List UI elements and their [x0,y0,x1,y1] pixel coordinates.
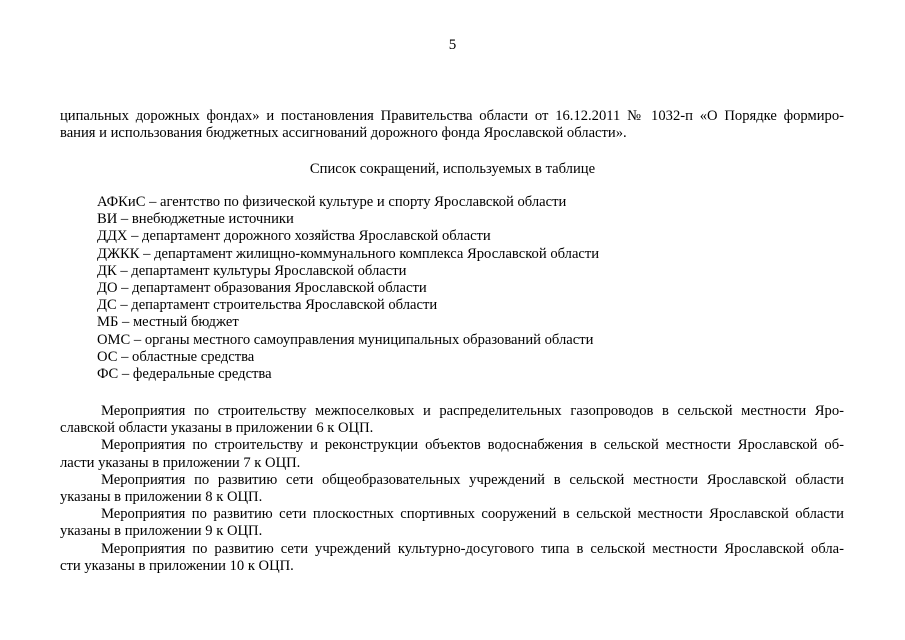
abbreviation-item: ВИ – внебюджетные источники [97,211,294,228]
abbreviations-list [97,194,599,383]
paragraph [60,506,844,540]
paragraph-line: ласти указаны в приложении 7 к ОЦП. [60,454,301,471]
paragraph-line: Мероприятия по развитию сети общеобразовательных учреждений в сельской местности Ярославской области [101,471,844,488]
abbreviation-item: ДО – департамент образования Ярославской области [97,279,427,296]
paragraph-line: Мероприятия по развитию сети учреждений культурно-досугового типа в сельской местности Ярославской обла- [101,540,844,557]
intro-line: вания и использования бюджетных ассигнований дорожного фонда Ярославской области». [60,125,627,142]
paragraph-line: Мероприятия по строительству межпоселковых и распределительных газопроводов в сельской местности Яро- [101,403,844,419]
page-number: 5 [448,37,457,53]
intro-line: ципальных дорожных фондах» и постановления Правительства области от 16.12.2011 № 1032-п «О Порядке формиро- [60,108,844,124]
abbreviation-item: МБ – местный бюджет [97,314,239,331]
paragraph [60,541,844,575]
abbreviation-item: АФКиС – агентство по физической культуре и спорту Ярославской области [97,194,567,210]
paragraph [60,472,844,506]
body-paragraphs [60,403,844,575]
paragraph [60,437,844,471]
abbreviation-item: ДДХ – департамент дорожного хозяйства Ярославской области [97,228,491,245]
abbreviation-item: ДС – департамент строительства Ярославской области [97,297,438,314]
abbreviation-item: ДК – департамент культуры Ярославской области [97,262,407,279]
abbreviation-item: ФС – федеральные средства [97,365,272,382]
paragraph-line: Мероприятия по развитию сети плоскостных спортивных сооружений в сельской местности Ярославской области [101,506,844,523]
abbreviation-item: ОМС – органы местного самоуправления муниципальных образований области [97,331,594,348]
paragraph [60,403,844,437]
intro-text [60,108,844,142]
abbreviations-title: Список сокращений, используемых в таблице [309,161,596,177]
paragraph-line: славской области указаны в приложении 6 к ОЦП. [60,420,374,437]
paragraph-line: указаны в приложении 8 к ОЦП. [60,489,263,506]
paragraph-line: Мероприятия по строительству и реконструкции объектов водоснабжения в сельской местности Ярославской об- [101,437,844,454]
abbreviation-item: ДЖКК – департамент жилищно-коммунального комплекса Ярославской области [97,245,600,262]
abbreviation-item: ОС – областные средства [97,348,255,365]
paragraph-line: сти указаны в приложении 10 к ОЦП. [60,557,294,574]
paragraph-line: указаны в приложении 9 к ОЦП. [60,523,263,540]
